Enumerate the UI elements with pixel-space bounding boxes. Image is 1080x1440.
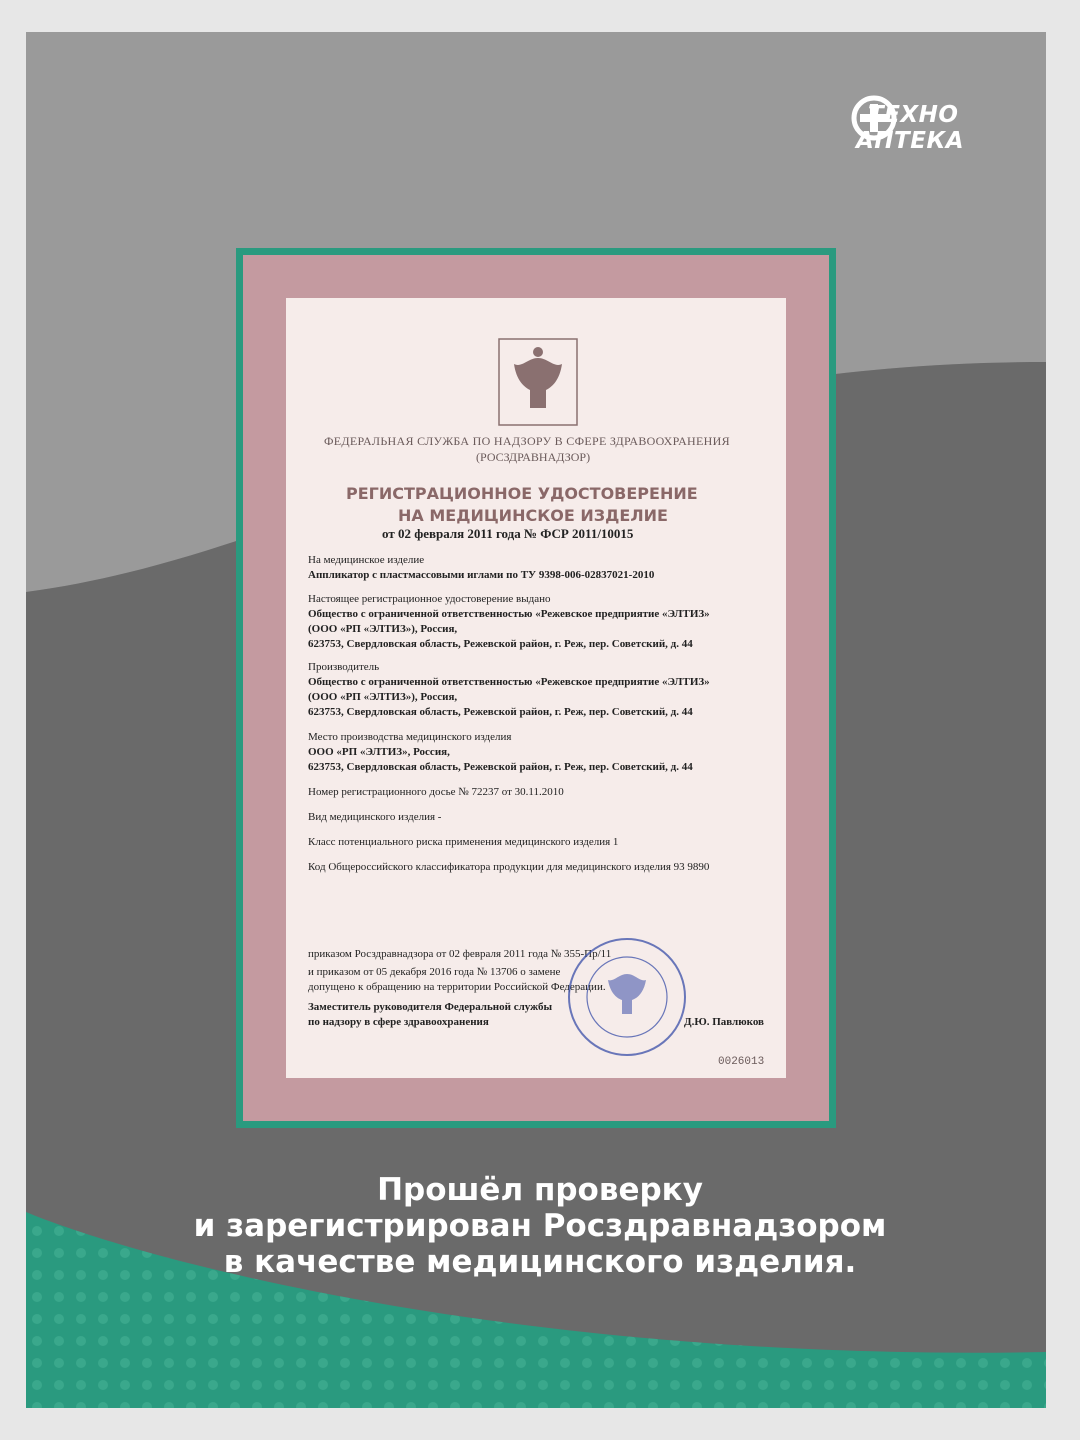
maker-line2: (ООО «РП «ЭЛТИЗ»), Россия,	[308, 691, 458, 703]
signer-title-line1: Заместитель руководителя Федеральной службы	[308, 1001, 553, 1013]
brand-name-line2: АПТЕКА	[856, 128, 965, 154]
issued-line1: Общество с ограниченной ответственностью «Режевское предприятие «ЭЛТИЗ»	[308, 608, 710, 620]
certificate-date: от 02 февраля 2011 года № ФСР 2011/10015	[382, 526, 634, 541]
place-line2: 623753, Свердловская область, Режевской район, г. Реж, пер. Советский, д. 44	[308, 761, 693, 773]
serial-number: 0026013	[718, 1056, 765, 1068]
brand-name-line1: ТЕХНО	[868, 102, 959, 128]
order-line3: допущено к обращению на территории Российской Федерации.	[308, 981, 606, 993]
certificate-title-line2: НА МЕДИЦИНСКОЕ ИЗДЕЛИЕ	[398, 506, 668, 525]
device-value: Аппликатор с пластмассовыми иглами по ТУ 9398-006-02837021-2010	[308, 569, 655, 581]
place-label: Место производства медицинского изделия	[308, 731, 512, 743]
official-stamp-icon	[564, 934, 690, 1060]
maker-line3: 623753, Свердловская область, Режевской район, г. Реж, пер. Советский, д. 44	[308, 706, 693, 718]
order-line2: и приказом от 05 декабря 2016 года № 13706 о замене	[308, 966, 561, 978]
caption-line3: в качестве медицинского изделия.	[223, 1244, 857, 1280]
device-kind: Вид медицинского изделия -	[308, 811, 442, 823]
classifier-code: Код Общероссийского классификатора продукции для медицинского изделия 93 9890	[308, 861, 710, 873]
maker-line1: Общество с ограниченной ответственностью «Режевское предприятие «ЭЛТИЗ»	[308, 676, 710, 688]
agency-line2: (РОСЗДРАВНАДЗОР)	[476, 450, 591, 464]
issued-line2: (ООО «РП «ЭЛТИЗ»), Россия,	[308, 623, 458, 635]
order-line1: приказом Росздравнадзора от 02 февраля 2011 года № 355-Пр/11	[308, 948, 612, 960]
place-line1: ООО «РП «ЭЛТИЗ», Россия,	[308, 746, 450, 758]
maker-label: Производитель	[308, 661, 380, 673]
coat-of-arms-icon	[498, 338, 578, 426]
caption-line2: и зарегистрирован Росздравнадзором	[193, 1208, 887, 1244]
dossier-number: Номер регистрационного досье № 72237 от 30.11.2010	[308, 786, 564, 798]
certificate-title-line1: РЕГИСТРАЦИОННОЕ УДОСТОВЕРЕНИЕ	[346, 484, 698, 503]
agency-line1: ФЕДЕРАЛЬНАЯ СЛУЖБА ПО НАДЗОРУ В СФЕРЕ ЗДРАВООХРАНЕНИЯ	[324, 434, 730, 448]
certificate-document	[286, 298, 786, 1078]
signer-name: Д.Ю. Павлюков	[684, 1016, 764, 1028]
issued-label: Настоящее регистрационное удостоверение выдано	[308, 593, 551, 605]
risk-class: Класс потенциального риска применения медицинского изделия 1	[308, 836, 619, 848]
device-label: На медицинское изделие	[308, 554, 425, 566]
issued-line3: 623753, Свердловская область, Режевской район, г. Реж, пер. Советский, д. 44	[308, 638, 693, 650]
signer-title-line2: по надзору в сфере здравоохранения	[308, 1016, 489, 1028]
caption-line1: Прошёл проверку	[377, 1172, 703, 1208]
